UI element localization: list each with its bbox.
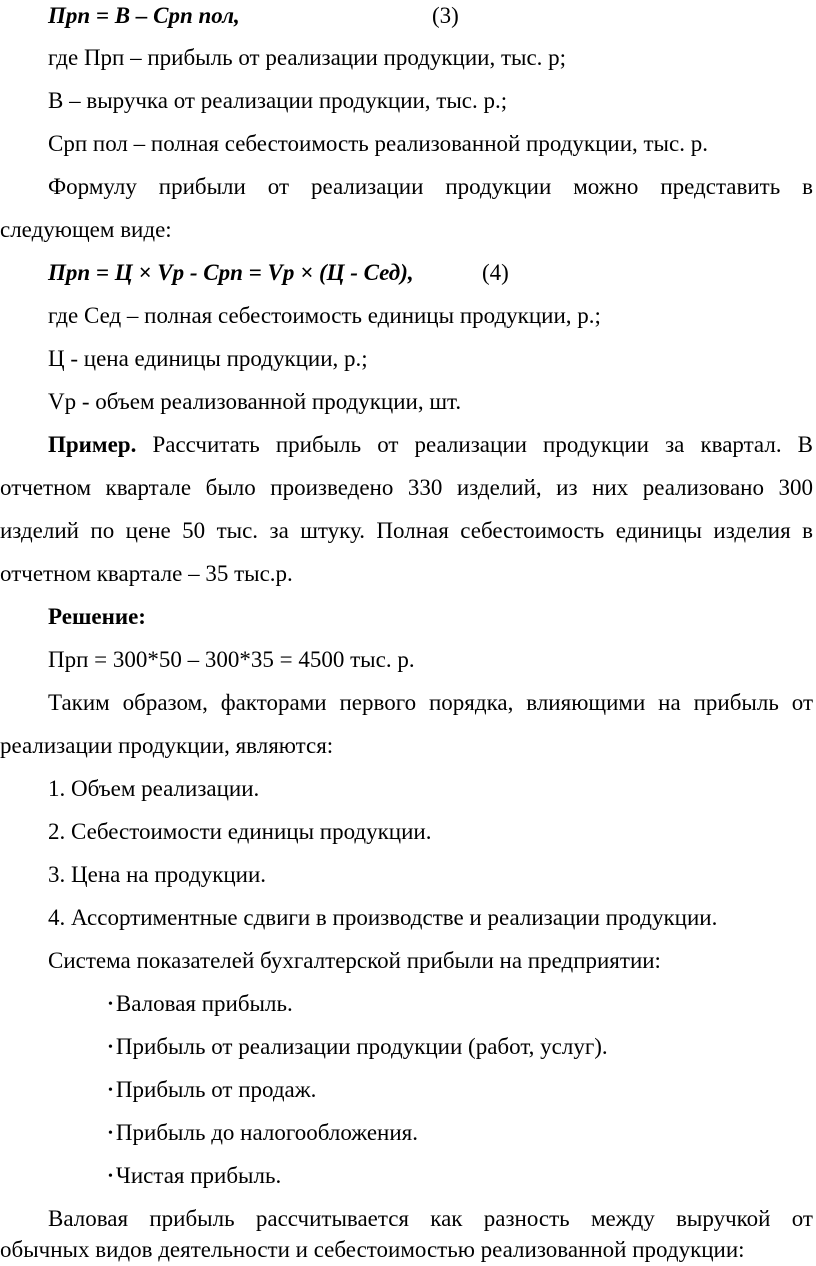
formula-4: Прп = Ц × Vр - Срп = Vр × (Ц - Сед), [48,260,414,285]
factors-intro-line1: Таким образом, факторами первого порядка, влияющими на прибыль от [48,690,813,715]
bullet-icon: • [108,1168,113,1184]
example-line4: отчетном квартале – 35 тыс.р. [0,561,293,586]
gross-line2: обычных видов деятельности и себестоимостью реализованной продукции: [0,1237,745,1262]
bullet-text: Прибыль от продаж. [115,1077,317,1102]
bullet-text: Валовая прибыль. [115,991,293,1016]
formula-intro-line1: Формулу прибыли от реализации продукции можно представить в [48,174,813,199]
formula-4-number: (4) [482,260,509,285]
formula-3: Прп = В – Срп пол, [48,3,240,28]
gross-line1: Валовая прибыль рассчитывается как разность между выручкой от [48,1206,813,1231]
bullet-icon: • [108,1082,113,1098]
bullet-text: Чистая прибыль. [115,1163,282,1188]
example-line1 [48,431,813,459]
bullet-icon: • [108,996,113,1012]
bullet-item [108,1119,418,1149]
factor-item: 2. Себестоимости единицы продукции. [48,819,432,844]
solution-calc: Прп = 300*50 – 300*35 = 4500 тыс. р. [48,647,415,672]
bullet-item [108,990,293,1020]
bullet-icon: • [108,1039,113,1055]
example-text-1: Рассчитать прибыль от реализации продукции за квартал. В [152,432,813,457]
factors-intro-line2: реализации продукции, являются: [0,733,334,758]
bullet-text: Прибыль до налогообложения. [115,1120,418,1145]
formula-3-number: (3) [432,3,459,28]
definition-v: В – выручка от реализации продукции, тыс. р.; [48,88,508,113]
definition-vr: Vр - объем реализованной продукции, шт. [48,389,462,414]
bullet-text: Прибыль от реализации продукции (работ, услуг). [115,1034,608,1059]
factor-item: 3. Цена на продукции. [48,862,267,887]
bullet-item [108,1162,281,1192]
example-line2: отчетном квартале было произведено 330 изделий, из них реализовано 300 [0,475,813,500]
bullet-item [108,1033,608,1063]
factor-item: 4. Ассортиментные сдвиги в производстве и реализации продукции. [48,905,718,930]
definition-prp: где Прп – прибыль от реализации продукции, тыс. р; [48,45,567,70]
definition-srp: Срп пол – полная себестоимость реализованной продукции, тыс. р. [48,131,708,156]
definition-sed: где Сед – полная себестоимость единицы продукции, р.; [48,303,601,328]
example-label: Пример. [48,432,137,457]
system-intro: Система показателей бухгалтерской прибыли на предприятии: [48,948,661,973]
definition-c: Ц - цена единицы продукции, р.; [48,346,368,371]
example-line3: изделий по цене 50 тыс. за штуку. Полная себестоимость единицы изделия в [0,518,813,543]
bullet-icon: • [108,1125,113,1141]
bullet-item [108,1076,316,1106]
solution-label: Решение: [48,604,146,629]
factor-item: 1. Объем реализации. [48,776,260,801]
formula-intro-line2: следующем виде: [0,217,172,242]
